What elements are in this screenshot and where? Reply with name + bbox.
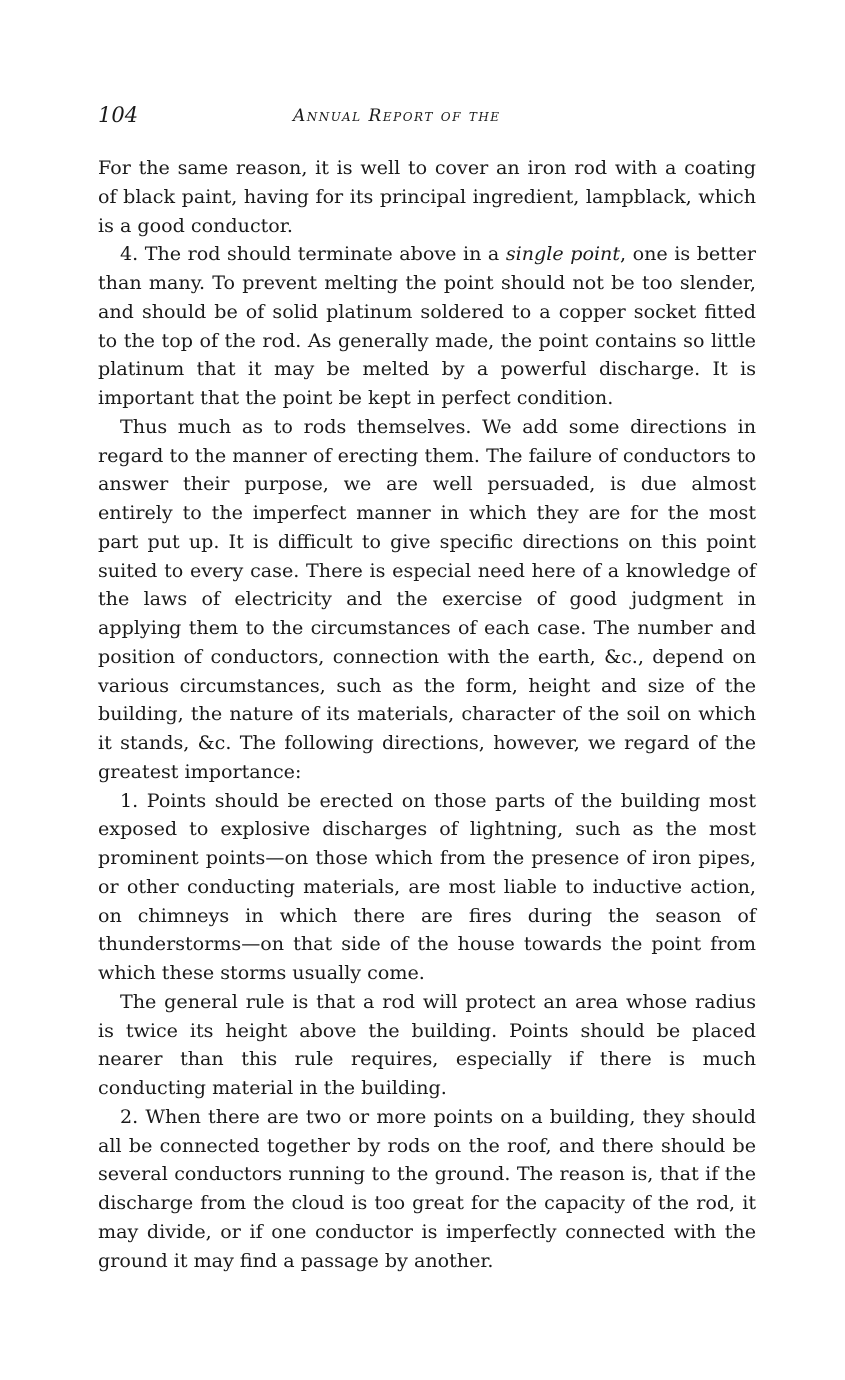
paragraph: 1. Points should be erected on those parts of the building most exposed to explosive discharges of lightning, such as the most prominent points—on those which from the presence of iron pipes, or other conducting materials, are most liable to inductive action, on chimneys in which there are fires during the season of thunderstorms—on that side of the house towards the point from which these storms usually come.	[98, 788, 756, 984]
paragraph: The general rule is that a rod will protect an area whose radius is twice its height above the building. Points should be placed nearer than this rule requires, especially if there is much conducting material in the building.	[98, 989, 756, 1099]
emphasis-text: single point	[505, 242, 621, 266]
page-number: 104	[98, 103, 139, 127]
running-head: Annual Report of the	[293, 106, 501, 126]
body-text	[98, 154, 756, 1275]
text-span: 4. The rod should terminate above in a	[120, 242, 506, 266]
paragraph: 2. When there are two or more points on a building, they should all be connected together by rods on the roof, and there should be several conductors running to the ground. The reason is, that if the discharge from the cloud is too great for the capacity of the rod, it may divide, or if one conductor is imperfectly connected with the ground it may find a passage by another.	[98, 1104, 756, 1272]
page-header	[98, 103, 758, 133]
paragraph: For the same reason, it is well to cover an iron rod with a coating of black paint, having for its principal ingredient, lampblack, which is a good conductor.	[98, 156, 756, 237]
text-span: , one is better than many. To prevent melting the point should not be too slender, and should be of solid platinum soldered to a copper socket fitted to the top of the rod. As generally made, the point contains so little platinum that it may be melted by a powerful discharge. It is important that the point be kept in perfect condition.	[98, 242, 757, 409]
paragraph: Thus much as to rods themselves. We add some directions in regard to the manner of erecting them. The failure of conductors to answer their purpose, we are well persuaded, is due almost entirely to the imperfect manner in which they are for the most part put up. It is difficult to give specific directions on this point suited to every case. There is especial need here of a knowledge of the laws of electricity and the exercise of good judgment in applying them to the circumstances of each case. The number and position of conductors, connection with the earth, &c., depend on various circumstances, such as the form, height and size of the building, the nature of its materials, character of the soil on which it stands, &c. The following directions, however, we regard of the greatest importance:	[98, 414, 756, 783]
paragraph-single-point	[98, 240, 756, 413]
